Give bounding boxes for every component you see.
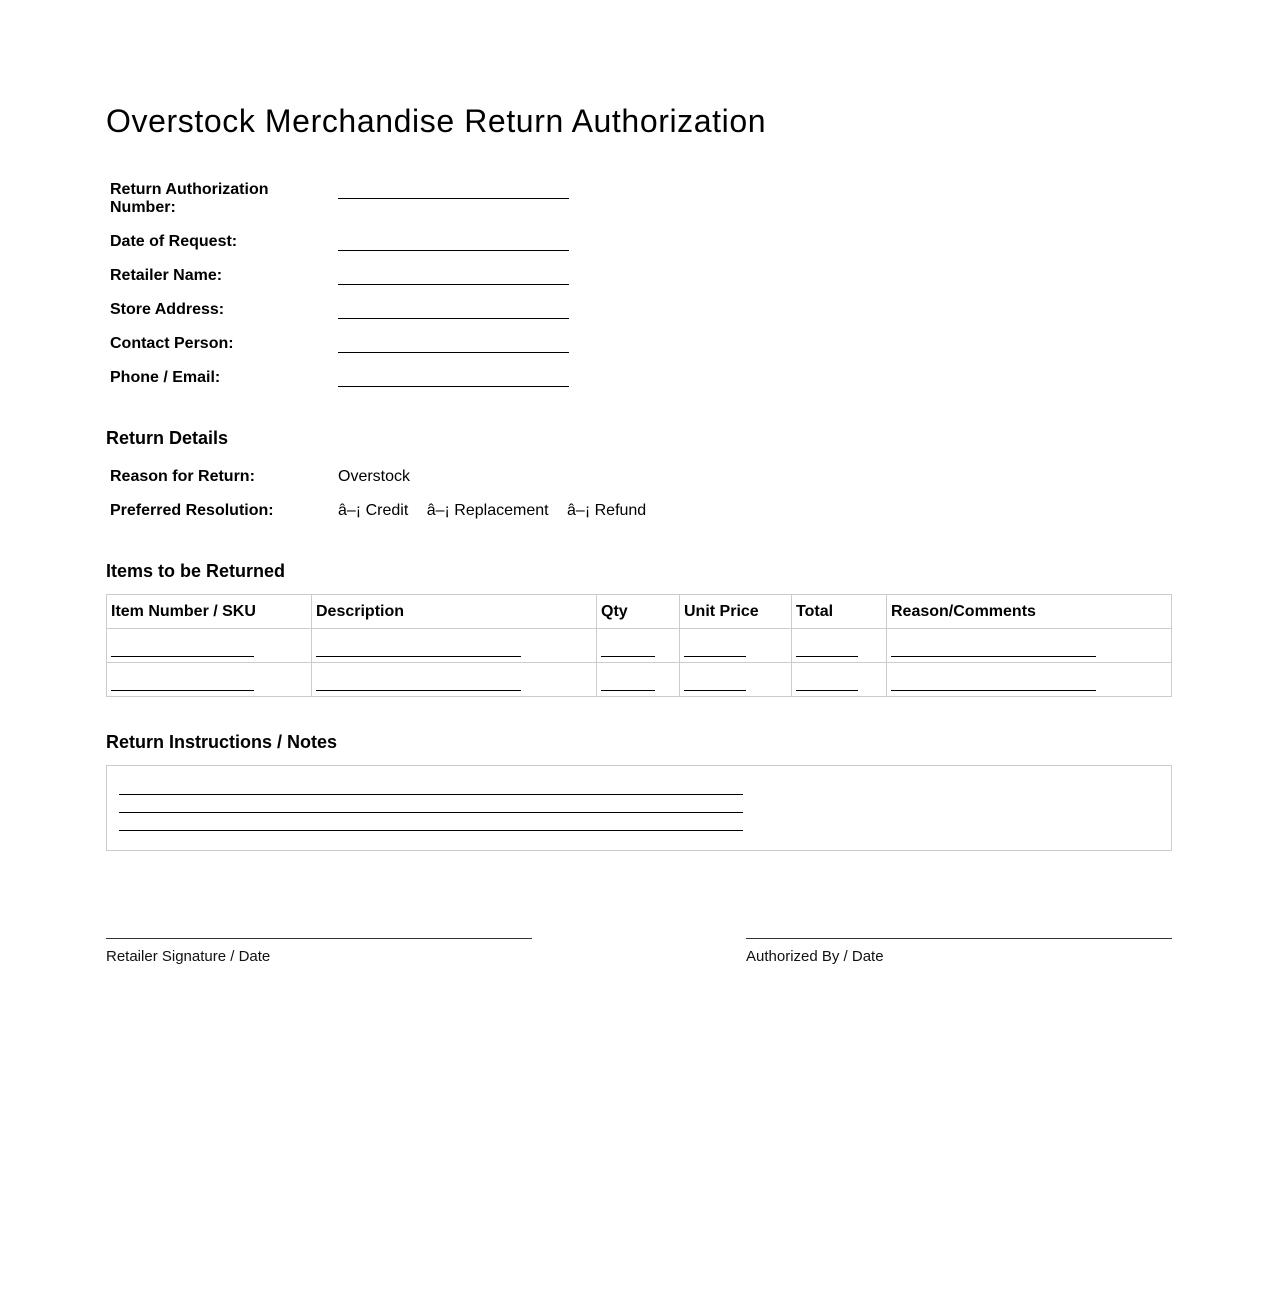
retailer-name-input[interactable] [338, 267, 569, 285]
qty-cell [597, 663, 680, 697]
reason-comments-input[interactable] [891, 634, 1096, 657]
reason-for-return-value: Overstock [338, 468, 411, 485]
table-header-row [107, 595, 1172, 629]
total-cell [792, 629, 887, 663]
date-of-request-input[interactable] [338, 233, 569, 251]
resolution-option-refund[interactable] [567, 502, 646, 519]
qty-input[interactable] [601, 668, 655, 691]
notes-line[interactable] [119, 814, 743, 831]
notes-box[interactable] [106, 765, 1172, 851]
column-header-unit-price: Unit Price [680, 595, 792, 629]
sku-input[interactable] [111, 668, 254, 691]
retailer-signature-label: Retailer Signature / Date [106, 948, 271, 965]
contact-person-input[interactable] [338, 335, 569, 353]
retailer-signature-line[interactable] [106, 938, 532, 939]
return-details-heading: Return Details [106, 428, 229, 448]
column-header-total: Total [792, 595, 887, 629]
field-label: Retailer Name: [110, 267, 223, 284]
notes-heading: Return Instructions / Notes [106, 732, 338, 752]
resolution-option-credit[interactable] [338, 502, 408, 519]
checkbox-icon[interactable]: â–¡ [567, 502, 591, 519]
option-label: Refund [594, 502, 647, 519]
phone-email-input[interactable] [338, 369, 569, 387]
total-input[interactable] [796, 668, 858, 691]
sku-input[interactable] [111, 634, 254, 657]
preferred-resolution-options [338, 502, 660, 520]
qty-input[interactable] [601, 634, 655, 657]
items-heading: Items to be Returned [106, 561, 286, 581]
preferred-resolution-label: Preferred Resolution: [110, 502, 274, 519]
total-cell [792, 663, 887, 697]
checkbox-icon[interactable]: â–¡ [338, 502, 362, 519]
table-row [107, 629, 1172, 663]
description-cell [312, 629, 597, 663]
field-label: Return Authorization Number: [110, 181, 269, 216]
notes-line[interactable] [119, 796, 743, 813]
qty-cell [597, 629, 680, 663]
notes-line[interactable] [119, 778, 743, 795]
reason-for-return-label: Reason for Return: [110, 468, 255, 485]
sku-cell [107, 629, 312, 663]
description-input[interactable] [316, 668, 521, 691]
resolution-option-replacement[interactable] [427, 502, 549, 519]
authorized-signature-label: Authorized By / Date [746, 948, 884, 965]
reason-comments-cell [887, 663, 1172, 697]
items-table [106, 594, 1172, 697]
column-header-reason-comments: Reason/Comments [887, 595, 1172, 629]
field-label: Store Address: [110, 301, 225, 318]
return-authorization-number-input[interactable] [338, 181, 569, 199]
sku-cell [107, 663, 312, 697]
store-address-input[interactable] [338, 301, 569, 319]
unit-price-cell [680, 663, 792, 697]
column-header-sku: Item Number / SKU [107, 595, 312, 629]
unit-price-cell [680, 629, 792, 663]
description-cell [312, 663, 597, 697]
authorized-signature-line[interactable] [746, 938, 1172, 939]
reason-comments-cell [887, 629, 1172, 663]
authorized-signature-block [746, 938, 1172, 965]
field-label: Date of Request: [110, 233, 238, 250]
reason-comments-input[interactable] [891, 668, 1096, 691]
option-label: Replacement [454, 502, 549, 519]
description-input[interactable] [316, 634, 521, 657]
column-header-description: Description [312, 595, 597, 629]
column-header-qty: Qty [597, 595, 680, 629]
field-label: Phone / Email: [110, 369, 221, 386]
table-row [107, 663, 1172, 697]
option-label: Credit [365, 502, 409, 519]
total-input[interactable] [796, 634, 858, 657]
field-label: Contact Person: [110, 335, 234, 352]
checkbox-icon[interactable]: â–¡ [426, 502, 450, 519]
unit-price-input[interactable] [684, 634, 746, 657]
unit-price-input[interactable] [684, 668, 746, 691]
retailer-signature-block [106, 938, 532, 965]
page-title: Overstock Merchandise Return Authorization [106, 103, 767, 139]
